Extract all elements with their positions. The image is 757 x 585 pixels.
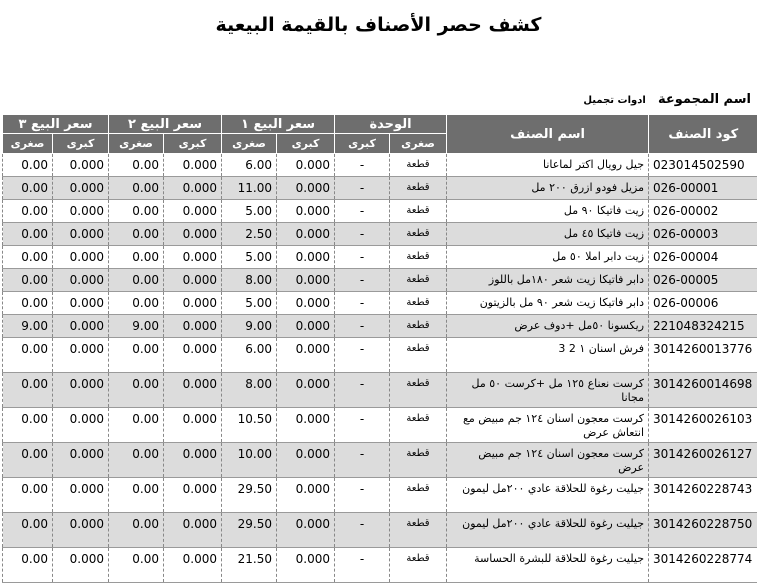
item-code: 023014502590	[649, 154, 757, 177]
header-name: اسم الصنف	[447, 115, 649, 154]
unit-small: قطعة	[390, 200, 447, 223]
price1-big: 0.000	[277, 200, 335, 223]
group-info	[583, 92, 751, 107]
price1-small: 6.00	[222, 154, 277, 177]
price1-small: 8.00	[222, 373, 277, 408]
price2-big: 0.000	[164, 478, 222, 513]
price3-big: 0.000	[53, 513, 109, 548]
price3-small: 0.00	[3, 478, 53, 513]
unit-small: قطعة	[390, 223, 447, 246]
item-name: زيت دابر املا ٥٠ مل	[447, 246, 649, 269]
price2-big: 0.000	[164, 443, 222, 478]
price2-small: 0.00	[109, 478, 164, 513]
header-price3-small: صغرى	[3, 134, 53, 154]
unit-small: قطعة	[390, 338, 447, 373]
header-unit-big: كبرى	[335, 134, 390, 154]
table-row	[3, 513, 757, 548]
price2-small: 0.00	[109, 292, 164, 315]
price1-big: 0.000	[277, 373, 335, 408]
price3-big: 0.000	[53, 408, 109, 443]
report-title: كشف حصر الأصناف بالقيمة البيعية	[215, 14, 542, 36]
table-row	[3, 292, 757, 315]
unit-big: -	[335, 338, 390, 373]
price3-big: 0.000	[53, 548, 109, 583]
price2-small: 0.00	[109, 443, 164, 478]
unit-big: -	[335, 315, 390, 338]
header-unit-small: صغرى	[390, 134, 447, 154]
price2-small: 0.00	[109, 338, 164, 373]
price3-small: 0.00	[3, 223, 53, 246]
unit-big: -	[335, 269, 390, 292]
price1-small: 9.00	[222, 315, 277, 338]
item-name: مزيل فودو ازرق ٢٠٠ مل	[447, 177, 649, 200]
price3-small: 0.00	[3, 443, 53, 478]
unit-big: -	[335, 292, 390, 315]
price1-big: 0.000	[277, 548, 335, 583]
price2-big: 0.000	[164, 292, 222, 315]
table-row	[3, 269, 757, 292]
table-row	[3, 200, 757, 223]
price3-small: 9.00	[3, 315, 53, 338]
group-value: ادوات تجميل	[583, 95, 646, 106]
header-unit: الوحدة	[335, 115, 447, 134]
item-code: 026-00001	[649, 177, 757, 200]
price3-small: 0.00	[3, 154, 53, 177]
price1-small: 10.00	[222, 443, 277, 478]
item-name: دابر فاتيكا زيت شعر ١٨٠مل باللوز	[447, 269, 649, 292]
unit-small: قطعة	[390, 269, 447, 292]
item-name: كرست معجون اسنان ١٢٤ جم مبيض عرض	[447, 443, 649, 478]
price2-small: 0.00	[109, 548, 164, 583]
unit-big: -	[335, 373, 390, 408]
table-row	[3, 315, 757, 338]
header-price3-big: كبرى	[53, 134, 109, 154]
price2-big: 0.000	[164, 315, 222, 338]
price1-big: 0.000	[277, 443, 335, 478]
group-label: اسم المجموعة	[657, 92, 751, 107]
item-code: 3014260026127	[649, 443, 757, 478]
price1-small: 10.50	[222, 408, 277, 443]
price2-small: 0.00	[109, 408, 164, 443]
price1-small: 21.50	[222, 548, 277, 583]
unit-small: قطعة	[390, 548, 447, 583]
item-name: فرش اسنان ١ 2 3	[447, 338, 649, 373]
item-name: زيت فاتيكا ٤٥ مل	[447, 223, 649, 246]
unit-small: قطعة	[390, 315, 447, 338]
price3-small: 0.00	[3, 200, 53, 223]
price1-small: 2.50	[222, 223, 277, 246]
price2-small: 0.00	[109, 269, 164, 292]
item-name: كرست نعناع ١٢٥ مل +كرست ٥٠ مل مجانا	[447, 373, 649, 408]
unit-big: -	[335, 443, 390, 478]
price1-big: 0.000	[277, 338, 335, 373]
price3-big: 0.000	[53, 269, 109, 292]
unit-small: قطعة	[390, 443, 447, 478]
price2-big: 0.000	[164, 223, 222, 246]
price3-big: 0.000	[53, 373, 109, 408]
price1-big: 0.000	[277, 513, 335, 548]
price2-big: 0.000	[164, 200, 222, 223]
price3-small: 0.00	[3, 292, 53, 315]
price1-big: 0.000	[277, 315, 335, 338]
unit-big: -	[335, 548, 390, 583]
price1-small: 5.00	[222, 292, 277, 315]
price3-small: 0.00	[3, 338, 53, 373]
header-price1-big: كبرى	[277, 134, 335, 154]
price3-big: 0.000	[53, 177, 109, 200]
unit-big: -	[335, 478, 390, 513]
item-code: 026-00002	[649, 200, 757, 223]
price1-big: 0.000	[277, 408, 335, 443]
price2-small: 0.00	[109, 513, 164, 548]
price3-big: 0.000	[53, 223, 109, 246]
price1-big: 0.000	[277, 269, 335, 292]
header-price2: سعر البيع ٢	[109, 115, 222, 134]
item-name: كرست معجون اسنان ١٢٤ جم مبيض مع انتعاش عرض	[447, 408, 649, 443]
price1-small: 8.00	[222, 269, 277, 292]
price3-small: 0.00	[3, 269, 53, 292]
price2-big: 0.000	[164, 338, 222, 373]
price1-small: 6.00	[222, 338, 277, 373]
table-row	[3, 408, 757, 443]
item-name: جيليت رغوة للحلاقة للبشرة الحساسة	[447, 548, 649, 583]
item-code: 026-00005	[649, 269, 757, 292]
items-table	[2, 115, 757, 583]
header-price3: سعر البيع ٣	[3, 115, 109, 134]
item-code: 026-00003	[649, 223, 757, 246]
price3-big: 0.000	[53, 315, 109, 338]
price3-small: 0.00	[3, 513, 53, 548]
price1-big: 0.000	[277, 246, 335, 269]
price2-small: 0.00	[109, 200, 164, 223]
price1-small: 5.00	[222, 200, 277, 223]
price2-big: 0.000	[164, 548, 222, 583]
header-price1-small: صغرى	[222, 134, 277, 154]
item-code: 3014260228743	[649, 478, 757, 513]
unit-big: -	[335, 513, 390, 548]
price3-small: 0.00	[3, 177, 53, 200]
header-code: كود الصنف	[649, 115, 757, 154]
table-row	[3, 177, 757, 200]
item-code: 3014260228774	[649, 548, 757, 583]
price1-big: 0.000	[277, 223, 335, 246]
unit-small: قطعة	[390, 246, 447, 269]
unit-big: -	[335, 223, 390, 246]
price2-small: 0.00	[109, 154, 164, 177]
price2-big: 0.000	[164, 513, 222, 548]
unit-big: -	[335, 408, 390, 443]
price3-small: 0.00	[3, 246, 53, 269]
unit-big: -	[335, 246, 390, 269]
price2-big: 0.000	[164, 177, 222, 200]
item-code: 221048324215	[649, 315, 757, 338]
table-row	[3, 548, 757, 583]
price2-big: 0.000	[164, 269, 222, 292]
item-code: 026-00006	[649, 292, 757, 315]
item-code: 3014260014698	[649, 373, 757, 408]
item-name: جيليت رغوة للحلاقة عادي ٢٠٠مل ليمون	[447, 513, 649, 548]
price3-big: 0.000	[53, 154, 109, 177]
price3-big: 0.000	[53, 246, 109, 269]
unit-big: -	[335, 177, 390, 200]
price2-small: 0.00	[109, 373, 164, 408]
table-row	[3, 246, 757, 269]
unit-small: قطعة	[390, 177, 447, 200]
item-code: 3014260013776	[649, 338, 757, 373]
unit-small: قطعة	[390, 408, 447, 443]
table-row	[3, 338, 757, 373]
price1-small: 29.50	[222, 513, 277, 548]
item-name: زيت فاتيكا ٩٠ مل	[447, 200, 649, 223]
table-row	[3, 373, 757, 408]
price2-small: 9.00	[109, 315, 164, 338]
price3-big: 0.000	[53, 478, 109, 513]
price3-big: 0.000	[53, 338, 109, 373]
table-row	[3, 478, 757, 513]
price3-small: 0.00	[3, 408, 53, 443]
unit-small: قطعة	[390, 373, 447, 408]
price3-big: 0.000	[53, 443, 109, 478]
table-row	[3, 443, 757, 478]
unit-small: قطعة	[390, 513, 447, 548]
price2-small: 0.00	[109, 177, 164, 200]
price2-big: 0.000	[164, 408, 222, 443]
price2-big: 0.000	[164, 246, 222, 269]
header-price1: سعر البيع ١	[222, 115, 335, 134]
price3-small: 0.00	[3, 373, 53, 408]
price1-big: 0.000	[277, 292, 335, 315]
price2-big: 0.000	[164, 154, 222, 177]
price3-big: 0.000	[53, 292, 109, 315]
item-code: 3014260228750	[649, 513, 757, 548]
table-row	[3, 223, 757, 246]
price1-big: 0.000	[277, 154, 335, 177]
unit-small: قطعة	[390, 292, 447, 315]
item-name: ريكسونا ٥٠مل +دوف عرض	[447, 315, 649, 338]
item-code: 3014260026103	[649, 408, 757, 443]
item-code: 026-00004	[649, 246, 757, 269]
header-price2-small: صغرى	[109, 134, 164, 154]
price2-small: 0.00	[109, 223, 164, 246]
price2-small: 0.00	[109, 246, 164, 269]
price1-big: 0.000	[277, 478, 335, 513]
unit-big: -	[335, 200, 390, 223]
unit-small: قطعة	[390, 478, 447, 513]
price3-big: 0.000	[53, 200, 109, 223]
item-name: دابر فاتيكا زيت شعر ٩٠ مل بالزيتون	[447, 292, 649, 315]
header-price2-big: كبرى	[164, 134, 222, 154]
price1-small: 11.00	[222, 177, 277, 200]
price1-big: 0.000	[277, 177, 335, 200]
table-row	[3, 154, 757, 177]
price2-big: 0.000	[164, 373, 222, 408]
price3-small: 0.00	[3, 548, 53, 583]
price1-small: 29.50	[222, 478, 277, 513]
unit-small: قطعة	[390, 154, 447, 177]
item-name: جيليت رغوة للحلاقة عادي ٢٠٠مل ليمون	[447, 478, 649, 513]
unit-big: -	[335, 154, 390, 177]
price1-small: 5.00	[222, 246, 277, 269]
item-name: جيل رويال اكتر لماعانا	[447, 154, 649, 177]
